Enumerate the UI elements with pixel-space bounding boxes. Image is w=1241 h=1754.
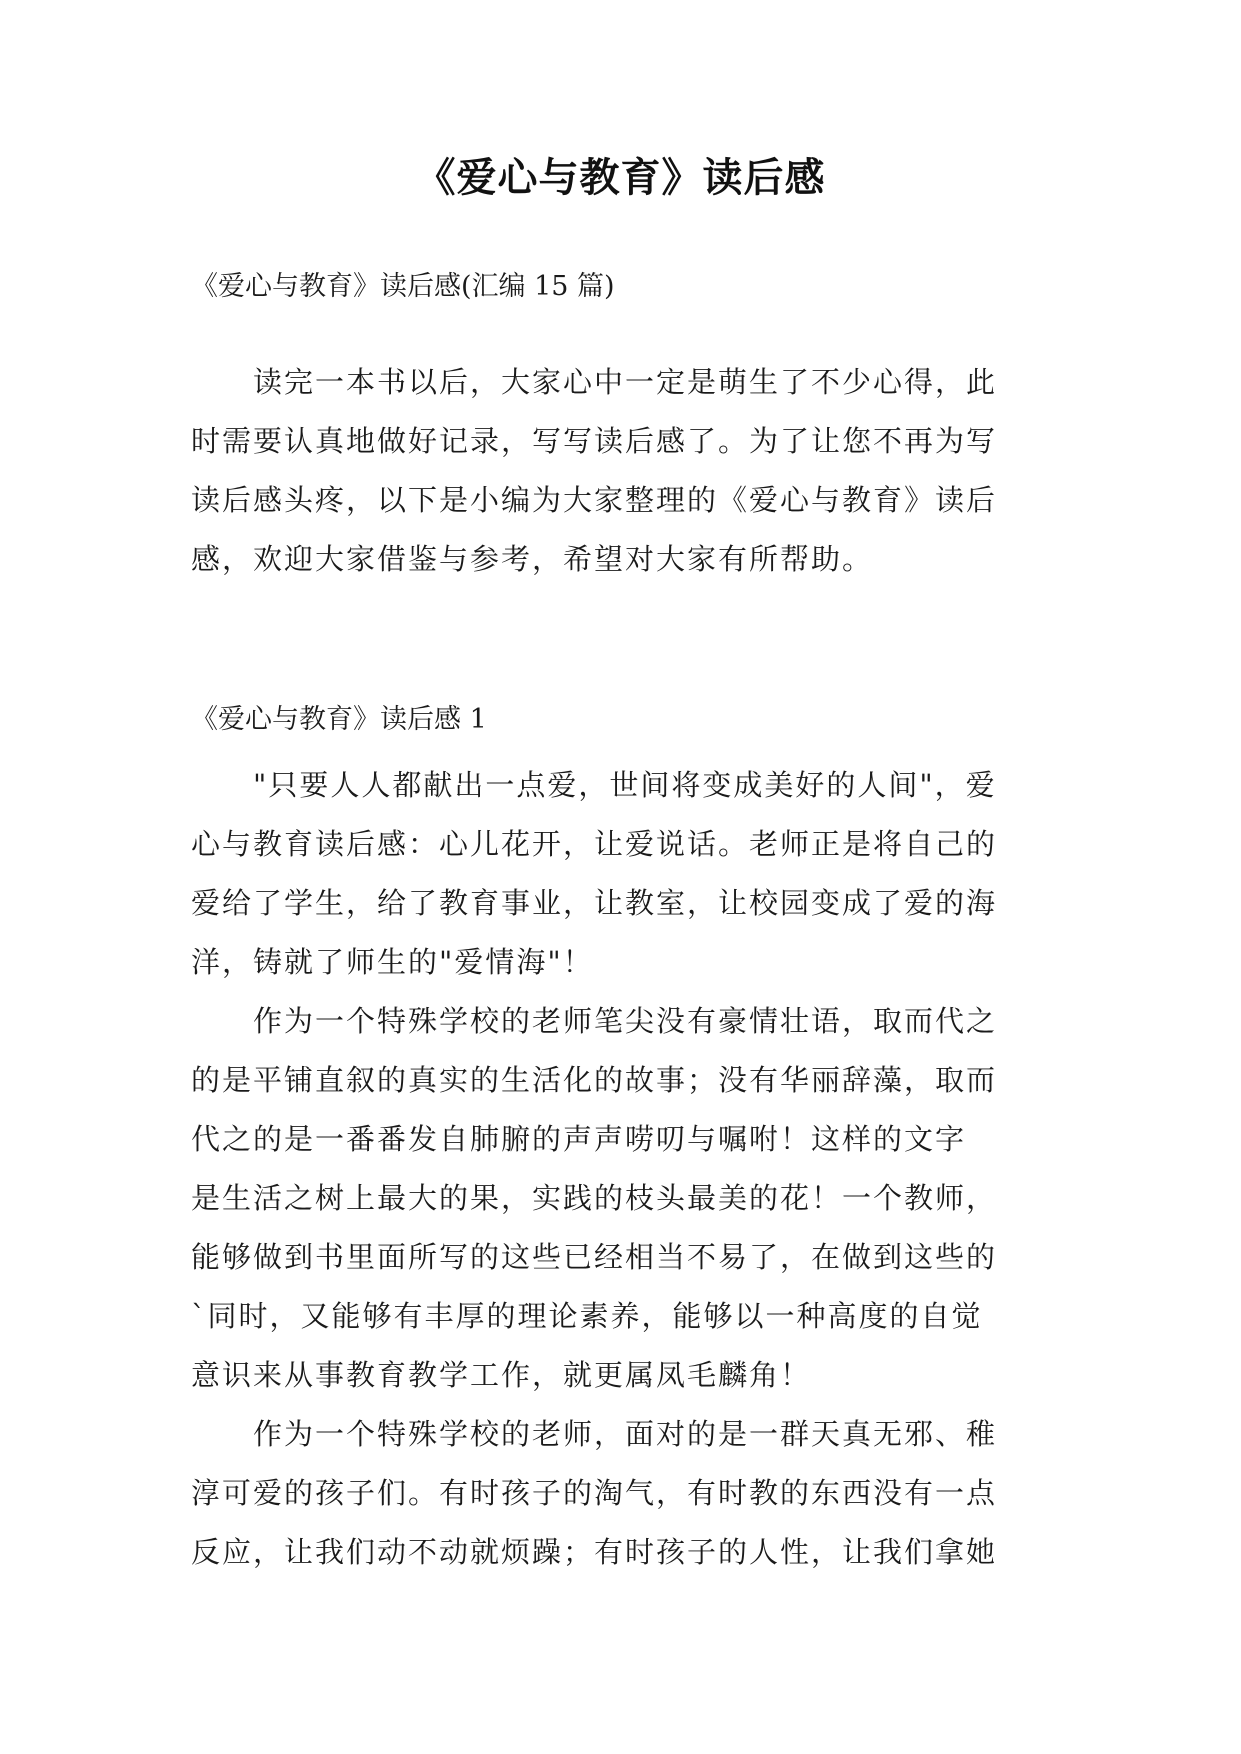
- document-title: 《爱心与教育》读后感: [415, 155, 826, 201]
- paragraph-line: 的是平铺直叙的真实的生活化的故事；没有华丽辞藻，取而: [191, 1063, 998, 1097]
- body-paragraph-2: [191, 992, 1071, 1405]
- body-paragraph-1: [191, 756, 1071, 992]
- paragraph-line: 淳可爱的孩子们。有时孩子的淘气，有时教的东西没有一点: [191, 1476, 998, 1510]
- paragraph-line: 心与教育读后感：心儿花开，让爱说话。老师正是将自己的: [191, 827, 998, 861]
- document-subtitle: 《爱心与教育》读后感(汇编 15 篇): [191, 271, 615, 302]
- intro-line: 读后感头疼，以下是小编为大家整理的《爱心与教育》读后: [191, 483, 998, 517]
- intro-line: 时需要认真地做好记录，写写读后感了。为了让您不再为写: [191, 424, 998, 458]
- paragraph-line: 代之的是一番番发自肺腑的声声唠叨与嘱咐！这样的文字: [191, 1122, 967, 1156]
- intro-line: 读完一本书以后，大家心中一定是萌生了不少心得，此: [191, 365, 998, 399]
- intro-paragraph: [191, 353, 1071, 589]
- paragraph-line: 反应，让我们动不动就烦躁；有时孩子的人性，让我们拿她: [191, 1535, 998, 1569]
- paragraph-line: 作为一个特殊学校的老师笔尖没有豪情壮语，取而代之: [191, 1004, 998, 1038]
- paragraph-line: "只要人人都献出一点爱，世间将变成美好的人间"，爱: [191, 768, 997, 802]
- paragraph-line: `同时，又能够有丰厚的理论素养，能够以一种高度的自觉: [191, 1299, 983, 1333]
- paragraph-line: 作为一个特殊学校的老师，面对的是一群天真无邪、稚: [191, 1417, 998, 1451]
- paragraph-line: 洋，铸就了师生的"爱情海"！: [191, 945, 594, 979]
- paragraph-line: 爱给了学生，给了教育事业，让教室，让校园变成了爱的海: [191, 886, 998, 920]
- paragraph-line: 意识来从事教育教学工作，就更属凤毛麟角！: [191, 1358, 812, 1392]
- body-paragraph-3: [191, 1405, 1071, 1582]
- paragraph-line: 能够做到书里面所写的这些已经相当不易了，在做到这些的: [191, 1240, 998, 1274]
- section-heading: 《爱心与教育》读后感 1: [191, 704, 487, 735]
- paragraph-line: 是生活之树上最大的果，实践的枝头最美的花！一个教师，: [191, 1181, 998, 1215]
- intro-line: 感，欢迎大家借鉴与参考，希望对大家有所帮助。: [191, 542, 874, 576]
